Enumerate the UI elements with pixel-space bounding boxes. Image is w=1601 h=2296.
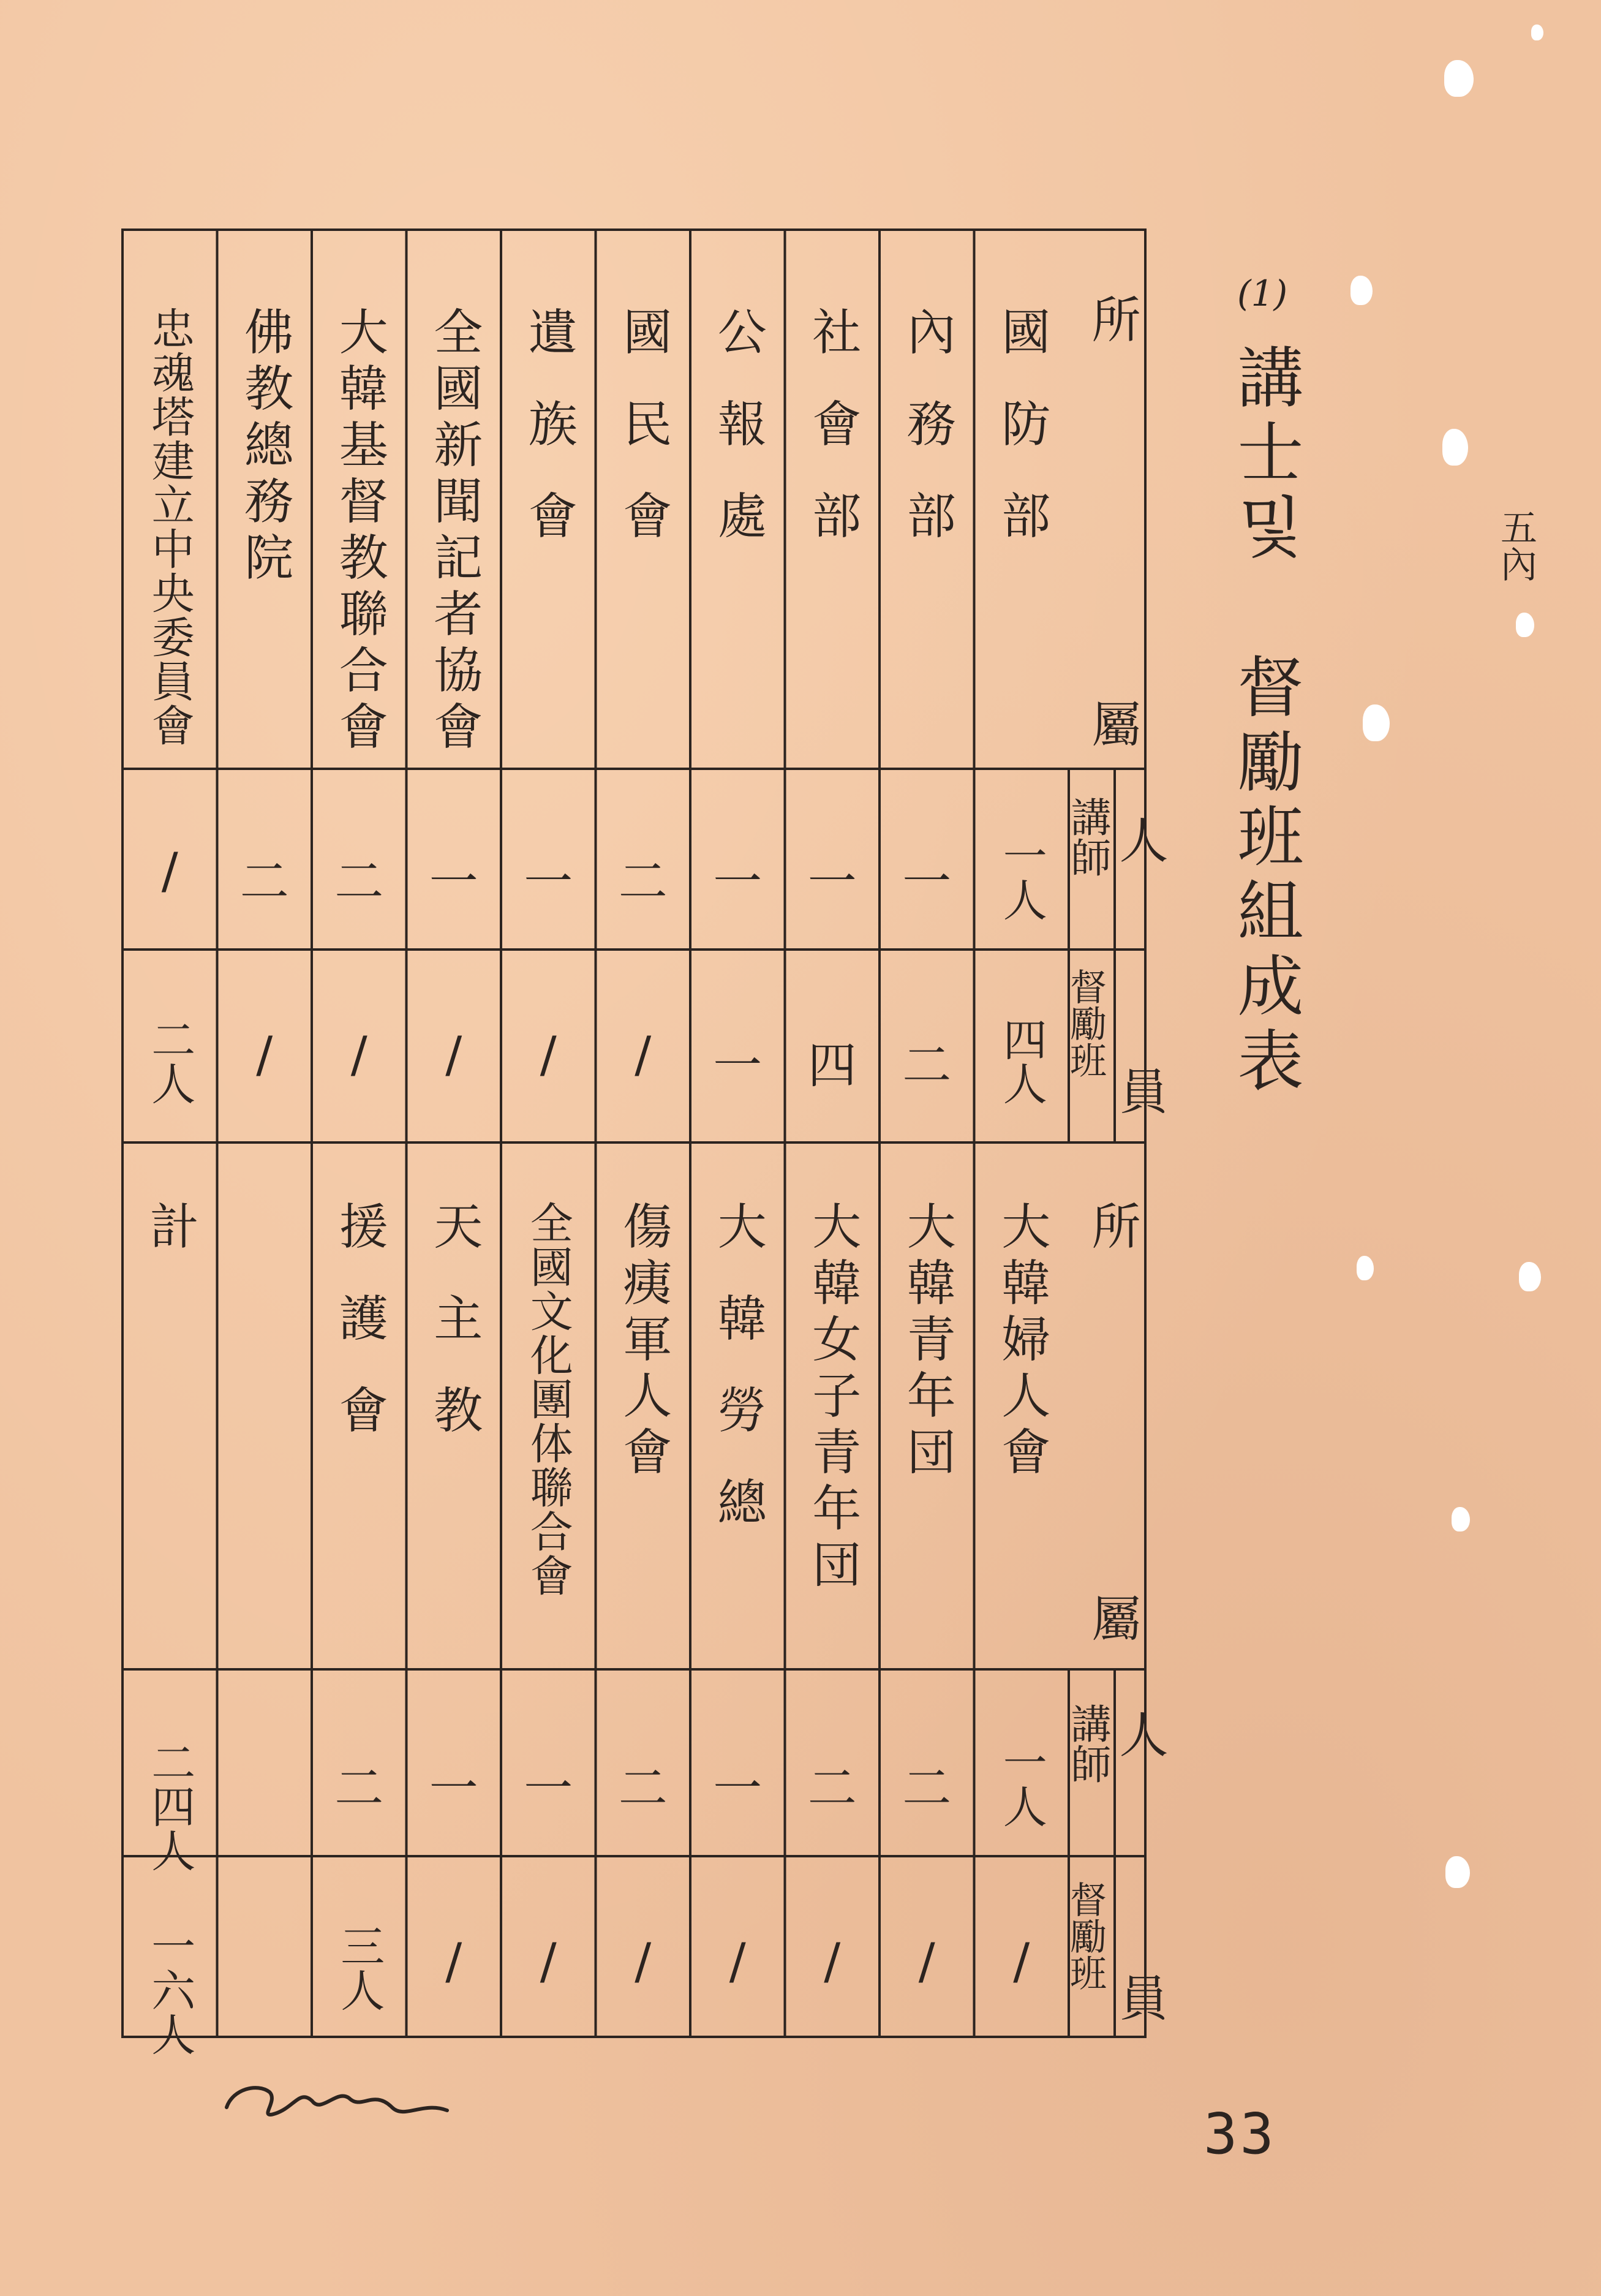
supervision-count: / — [918, 1933, 935, 1990]
lecturer-count: 一人 — [995, 1740, 1047, 1828]
lecturer-count: 二 — [807, 1760, 857, 1817]
org-name: 全國文化團体聯合會 — [523, 1201, 574, 1598]
header-personnel-top-lower: 人 — [1111, 1709, 1168, 1758]
org-name: 佛教總務院 — [236, 306, 293, 588]
header-lecturer: 講師 — [1064, 796, 1111, 877]
supervision-count: / — [445, 1933, 462, 1990]
org-name: 遺族會 — [520, 306, 578, 582]
side-note: 五內 — [1494, 508, 1537, 582]
supervision-count: / — [256, 1026, 273, 1083]
lecturer-count: 二四人 — [144, 1740, 196, 1872]
supervision-count: / — [635, 1026, 652, 1083]
org-name: 大韓勞總 — [709, 1201, 767, 1568]
org-name: 全國新聞記者協會 — [425, 306, 483, 757]
lecturer-count: 二 — [902, 1760, 952, 1817]
header-affiliation-top-lower: 所 — [1083, 1201, 1140, 1250]
lecturer-count: / — [161, 842, 178, 899]
org-name: 忠魂塔建立中央委員會 — [145, 306, 195, 747]
lecturer-count: 二 — [334, 1760, 384, 1817]
supervision-count: / — [635, 1933, 652, 1990]
lecturer-count: 一 — [713, 1760, 763, 1817]
supervision-count: 一六人 — [144, 1924, 196, 2056]
header-personnel-top: 人 — [1111, 815, 1168, 864]
org-name: 援護會 — [331, 1201, 388, 1476]
supervision-count: / — [729, 1933, 746, 1990]
page-title: 講士및 督勵班組成表 — [1226, 343, 1303, 1101]
lecturer-count: 二 — [618, 853, 668, 910]
lecturer-count: 一 — [429, 1760, 478, 1817]
header-personnel-bottom: 員 — [1111, 1066, 1168, 1115]
page-number: 33 — [1204, 2101, 1276, 2167]
supervision-count: / — [1013, 1933, 1030, 1990]
org-name: 國民會 — [614, 306, 672, 582]
supervision-count: / — [350, 1026, 367, 1083]
header-affiliation-bottom: 屬 — [1083, 698, 1140, 747]
lecturer-count: 二 — [334, 853, 384, 910]
handwritten-initials — [220, 2064, 453, 2132]
total-label: 計 — [141, 1201, 199, 1293]
lecturer-count: 一 — [713, 853, 763, 910]
org-name: 傷痍軍人會 — [614, 1201, 672, 1482]
org-name: 公報處 — [709, 306, 767, 582]
org-name: 國防部 — [993, 306, 1050, 582]
org-name: 天主教 — [425, 1201, 483, 1476]
org-name: 大韓女子青年団 — [804, 1201, 861, 1595]
supervision-count: / — [540, 1026, 557, 1083]
supervision-count: / — [445, 1026, 462, 1083]
org-name: 社會部 — [804, 306, 861, 582]
lecturer-count: 一人 — [995, 833, 1047, 921]
header-affiliation-top: 所 — [1083, 294, 1140, 343]
lecturer-count: 一 — [902, 853, 952, 910]
supervision-count: 二人 — [144, 1017, 196, 1105]
lecturer-count: 一 — [429, 853, 478, 910]
supervision-count: 二 — [902, 1037, 952, 1094]
supervision-count: / — [540, 1933, 557, 1990]
org-name: 內務部 — [898, 306, 956, 582]
header-personnel-bottom-lower: 員 — [1111, 1973, 1168, 2022]
title-number: (1) — [1237, 273, 1288, 314]
org-name: 大韓基督教聯合會 — [331, 306, 388, 757]
header-supervision-lower: 督勵班 — [1064, 1881, 1107, 1991]
lecturer-count: 一 — [524, 1760, 573, 1817]
lecturer-count: 一 — [524, 853, 573, 910]
supervision-count: 四 — [807, 1037, 857, 1094]
supervision-count: 一 — [713, 1037, 763, 1094]
header-affiliation-bottom-lower: 屬 — [1083, 1593, 1140, 1642]
lecturer-count: 二 — [618, 1760, 668, 1817]
lecturer-count: 二 — [239, 853, 289, 910]
supervision-count: / — [824, 1933, 841, 1990]
header-lecturer-lower: 講師 — [1064, 1703, 1111, 1784]
org-name: 大韓青年団 — [898, 1201, 956, 1482]
org-name: 大韓婦人會 — [993, 1201, 1050, 1482]
supervision-count: 四人 — [995, 1017, 1047, 1105]
header-supervision: 督勵班 — [1064, 968, 1107, 1078]
lecturer-count: 一 — [807, 853, 857, 910]
supervision-count: 三人 — [333, 1924, 385, 2012]
